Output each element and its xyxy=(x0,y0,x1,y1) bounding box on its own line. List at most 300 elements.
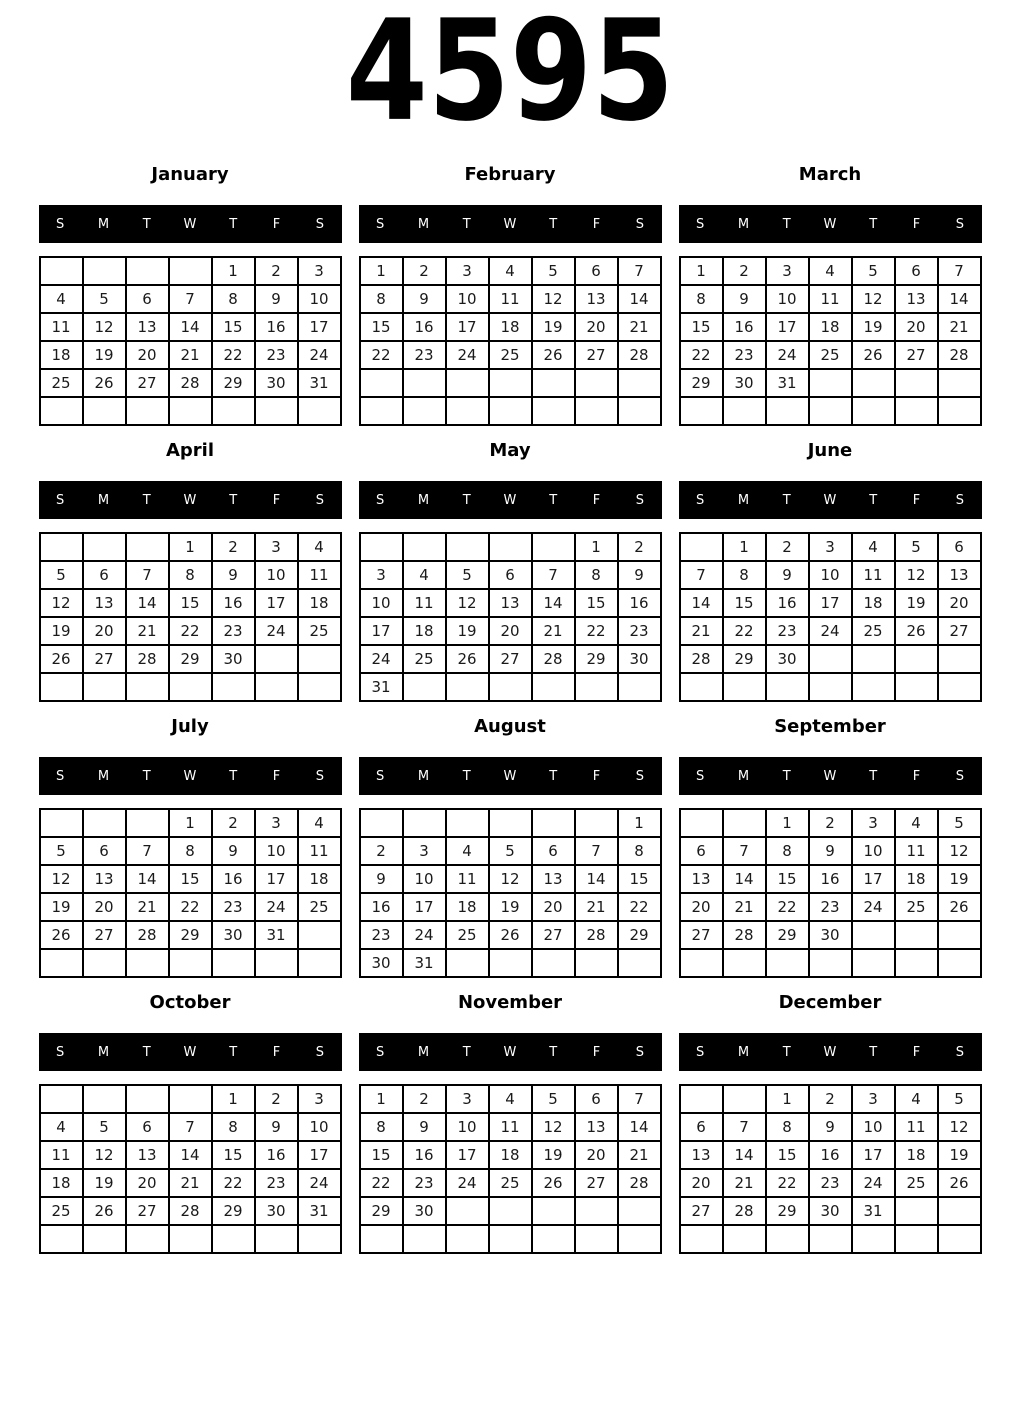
day-cell: 10 xyxy=(852,1113,895,1141)
day-cell: 17 xyxy=(255,865,298,893)
day-cell xyxy=(938,369,981,397)
day-cell: 2 xyxy=(403,257,446,285)
day-cell: 25 xyxy=(489,341,532,369)
day-cell: 13 xyxy=(680,1141,723,1169)
day-cell: 28 xyxy=(126,645,169,673)
day-cell: 17 xyxy=(446,1141,489,1169)
weekday-label: F xyxy=(272,492,281,508)
day-cell xyxy=(852,921,895,949)
month-title: January xyxy=(151,164,229,185)
day-cell: 19 xyxy=(446,617,489,645)
week-row xyxy=(40,893,341,921)
day-cell: 25 xyxy=(40,369,83,397)
day-cell xyxy=(83,1225,126,1253)
day-cell xyxy=(489,809,532,837)
week-row xyxy=(680,921,981,949)
day-cell: 13 xyxy=(83,589,126,617)
week-row xyxy=(680,369,981,397)
day-cell xyxy=(680,673,723,701)
day-cell: 1 xyxy=(618,809,661,837)
weekday-label: T xyxy=(229,768,238,784)
day-cell xyxy=(298,397,341,425)
day-cell xyxy=(809,645,852,673)
weekday-header xyxy=(679,205,982,243)
week-row xyxy=(680,673,981,701)
day-cell xyxy=(618,369,661,397)
day-cell: 13 xyxy=(575,1113,618,1141)
day-cell: 17 xyxy=(809,589,852,617)
month-day-grid xyxy=(679,1084,982,1254)
day-cell: 5 xyxy=(938,1085,981,1113)
weekday-label: S xyxy=(376,492,385,508)
day-cell: 24 xyxy=(255,893,298,921)
day-cell: 15 xyxy=(212,1141,255,1169)
day-cell: 16 xyxy=(403,1141,446,1169)
weekday-label: S xyxy=(315,216,324,232)
day-cell: 22 xyxy=(766,1169,809,1197)
day-cell xyxy=(298,949,341,977)
day-cell xyxy=(575,1197,618,1225)
day-cell xyxy=(403,673,446,701)
week-row xyxy=(680,257,981,285)
week-row xyxy=(40,1113,341,1141)
months-grid xyxy=(0,161,1020,1254)
day-cell xyxy=(446,1197,489,1225)
day-cell xyxy=(766,949,809,977)
day-cell: 22 xyxy=(680,341,723,369)
day-cell xyxy=(723,397,766,425)
day-cell: 7 xyxy=(723,837,766,865)
weekday-label: T xyxy=(549,1044,558,1060)
day-cell: 30 xyxy=(809,921,852,949)
day-cell: 26 xyxy=(938,893,981,921)
day-cell xyxy=(680,949,723,977)
weekday-label: M xyxy=(97,768,110,784)
week-row xyxy=(360,1169,661,1197)
day-cell xyxy=(403,1225,446,1253)
weekday-label: S xyxy=(696,492,705,508)
day-cell: 24 xyxy=(809,617,852,645)
day-cell xyxy=(895,1197,938,1225)
day-cell: 1 xyxy=(169,809,212,837)
day-cell: 2 xyxy=(255,1085,298,1113)
day-cell: 13 xyxy=(938,561,981,589)
day-cell: 13 xyxy=(83,865,126,893)
weekday-label: S xyxy=(376,1044,385,1060)
day-cell: 31 xyxy=(852,1197,895,1225)
week-row xyxy=(680,285,981,313)
day-cell: 27 xyxy=(83,921,126,949)
day-cell: 1 xyxy=(212,257,255,285)
day-cell: 12 xyxy=(895,561,938,589)
weekday-label: T xyxy=(549,492,558,508)
weekday-label: S xyxy=(315,492,324,508)
day-cell xyxy=(212,673,255,701)
day-cell: 6 xyxy=(126,1113,169,1141)
day-cell xyxy=(938,1197,981,1225)
day-cell: 14 xyxy=(126,589,169,617)
day-cell xyxy=(852,949,895,977)
day-cell xyxy=(83,949,126,977)
day-cell: 31 xyxy=(360,673,403,701)
day-cell: 27 xyxy=(83,645,126,673)
weekday-label: M xyxy=(737,492,750,508)
day-cell: 9 xyxy=(255,1113,298,1141)
day-cell: 21 xyxy=(126,617,169,645)
day-cell: 30 xyxy=(723,369,766,397)
week-row xyxy=(680,533,981,561)
week-row xyxy=(680,341,981,369)
day-cell: 15 xyxy=(618,865,661,893)
weekday-label: W xyxy=(823,1044,837,1060)
day-cell: 5 xyxy=(40,561,83,589)
month-title: April xyxy=(165,440,215,461)
weekday-label: T xyxy=(142,768,151,784)
day-cell: 23 xyxy=(212,893,255,921)
weekday-label: F xyxy=(912,216,921,232)
day-cell: 18 xyxy=(852,589,895,617)
week-row xyxy=(360,865,661,893)
day-cell xyxy=(852,397,895,425)
weekday-header xyxy=(39,757,342,795)
day-cell: 30 xyxy=(618,645,661,673)
day-cell: 30 xyxy=(255,1197,298,1225)
day-cell: 13 xyxy=(532,865,575,893)
day-cell xyxy=(255,645,298,673)
day-cell: 11 xyxy=(403,589,446,617)
day-cell xyxy=(532,369,575,397)
day-cell: 14 xyxy=(532,589,575,617)
day-cell xyxy=(212,1225,255,1253)
day-cell xyxy=(489,397,532,425)
day-cell: 17 xyxy=(255,589,298,617)
day-cell: 16 xyxy=(809,865,852,893)
day-cell: 13 xyxy=(489,589,532,617)
day-cell xyxy=(852,369,895,397)
weekday-label: S xyxy=(56,768,65,784)
day-cell: 29 xyxy=(212,1197,255,1225)
week-row xyxy=(40,645,341,673)
day-cell: 9 xyxy=(212,837,255,865)
day-cell: 28 xyxy=(680,645,723,673)
day-cell xyxy=(83,397,126,425)
day-cell: 11 xyxy=(40,313,83,341)
day-cell xyxy=(40,1225,83,1253)
day-cell: 31 xyxy=(298,1197,341,1225)
week-row xyxy=(40,285,341,313)
month-title: October xyxy=(149,992,231,1013)
weekday-label: S xyxy=(56,216,65,232)
day-cell xyxy=(169,397,212,425)
day-cell: 7 xyxy=(938,257,981,285)
day-cell: 22 xyxy=(360,341,403,369)
day-cell xyxy=(126,1085,169,1113)
week-row xyxy=(40,313,341,341)
day-cell: 7 xyxy=(169,1113,212,1141)
day-cell: 20 xyxy=(938,589,981,617)
day-cell xyxy=(895,949,938,977)
month-title: March xyxy=(798,164,862,185)
weekday-label: F xyxy=(592,768,601,784)
weekday-label: S xyxy=(955,768,964,784)
day-cell xyxy=(895,645,938,673)
week-row xyxy=(360,921,661,949)
weekday-label: W xyxy=(503,1044,517,1060)
weekday-label: M xyxy=(97,492,110,508)
day-cell xyxy=(532,1197,575,1225)
month-march xyxy=(679,161,982,426)
day-cell: 16 xyxy=(766,589,809,617)
day-cell xyxy=(895,369,938,397)
day-cell: 10 xyxy=(766,285,809,313)
day-cell xyxy=(360,809,403,837)
day-cell xyxy=(809,673,852,701)
day-cell xyxy=(489,369,532,397)
day-cell: 22 xyxy=(575,617,618,645)
day-cell: 5 xyxy=(532,257,575,285)
weekday-label: M xyxy=(737,768,750,784)
day-cell: 27 xyxy=(532,921,575,949)
month-title: February xyxy=(464,164,556,185)
day-cell xyxy=(255,1225,298,1253)
week-row xyxy=(680,1113,981,1141)
day-cell: 4 xyxy=(446,837,489,865)
day-cell: 28 xyxy=(618,1169,661,1197)
day-cell: 15 xyxy=(680,313,723,341)
month-september xyxy=(679,713,982,978)
day-cell xyxy=(126,673,169,701)
weekday-label: S xyxy=(955,492,964,508)
day-cell xyxy=(809,397,852,425)
weekday-label: T xyxy=(462,492,471,508)
day-cell: 30 xyxy=(809,1197,852,1225)
day-cell: 21 xyxy=(169,341,212,369)
week-row xyxy=(680,397,981,425)
day-cell: 29 xyxy=(680,369,723,397)
day-cell xyxy=(126,257,169,285)
day-cell: 18 xyxy=(809,313,852,341)
day-cell: 7 xyxy=(169,285,212,313)
day-cell: 26 xyxy=(40,645,83,673)
day-cell: 28 xyxy=(169,369,212,397)
day-cell: 14 xyxy=(169,313,212,341)
week-row xyxy=(360,1197,661,1225)
weekday-label: S xyxy=(635,492,644,508)
day-cell: 13 xyxy=(680,865,723,893)
day-cell xyxy=(618,949,661,977)
day-cell: 24 xyxy=(766,341,809,369)
weekday-label: F xyxy=(592,1044,601,1060)
week-row xyxy=(40,561,341,589)
weekday-label: T xyxy=(782,1044,791,1060)
day-cell xyxy=(938,645,981,673)
month-title: June xyxy=(807,440,853,461)
day-cell: 3 xyxy=(298,1085,341,1113)
weekday-header xyxy=(359,757,662,795)
day-cell: 26 xyxy=(446,645,489,673)
day-cell: 25 xyxy=(852,617,895,645)
weekday-label: T xyxy=(462,768,471,784)
day-cell: 26 xyxy=(852,341,895,369)
weekday-label: F xyxy=(592,492,601,508)
month-october xyxy=(39,989,342,1254)
day-cell: 29 xyxy=(766,1197,809,1225)
week-row xyxy=(680,561,981,589)
weekday-header xyxy=(679,1033,982,1071)
day-cell: 16 xyxy=(403,313,446,341)
month-day-grid xyxy=(679,256,982,426)
day-cell: 3 xyxy=(446,257,489,285)
day-cell: 17 xyxy=(446,313,489,341)
month-day-grid xyxy=(39,532,342,702)
day-cell: 4 xyxy=(809,257,852,285)
day-cell: 2 xyxy=(809,809,852,837)
day-cell: 16 xyxy=(360,893,403,921)
day-cell: 19 xyxy=(852,313,895,341)
day-cell: 24 xyxy=(446,341,489,369)
day-cell: 9 xyxy=(360,865,403,893)
day-cell: 26 xyxy=(532,1169,575,1197)
weekday-label: F xyxy=(912,768,921,784)
day-cell xyxy=(895,1225,938,1253)
day-cell: 19 xyxy=(40,893,83,921)
day-cell xyxy=(83,809,126,837)
week-row xyxy=(360,369,661,397)
day-cell: 19 xyxy=(40,617,83,645)
day-cell xyxy=(169,1085,212,1113)
day-cell: 3 xyxy=(255,533,298,561)
weekday-label: T xyxy=(869,492,878,508)
day-cell: 11 xyxy=(852,561,895,589)
day-cell: 25 xyxy=(298,617,341,645)
month-january xyxy=(39,161,342,426)
weekday-label: S xyxy=(56,1044,65,1060)
day-cell xyxy=(360,533,403,561)
day-cell: 18 xyxy=(895,865,938,893)
day-cell: 23 xyxy=(403,341,446,369)
month-day-grid xyxy=(39,256,342,426)
week-row xyxy=(360,533,661,561)
day-cell: 2 xyxy=(723,257,766,285)
weekday-label: S xyxy=(955,1044,964,1060)
day-cell: 20 xyxy=(83,893,126,921)
day-cell: 22 xyxy=(212,1169,255,1197)
weekday-label: T xyxy=(549,768,558,784)
day-cell: 6 xyxy=(126,285,169,313)
day-cell: 21 xyxy=(723,1169,766,1197)
day-cell: 23 xyxy=(255,341,298,369)
weekday-label: S xyxy=(696,216,705,232)
day-cell: 1 xyxy=(723,533,766,561)
week-row xyxy=(40,837,341,865)
day-cell: 3 xyxy=(360,561,403,589)
weekday-label: F xyxy=(272,216,281,232)
day-cell: 14 xyxy=(938,285,981,313)
day-cell: 5 xyxy=(938,809,981,837)
month-december xyxy=(679,989,982,1254)
day-cell: 21 xyxy=(938,313,981,341)
day-cell: 6 xyxy=(895,257,938,285)
day-cell xyxy=(938,949,981,977)
day-cell: 9 xyxy=(255,285,298,313)
day-cell xyxy=(723,1225,766,1253)
day-cell: 24 xyxy=(403,921,446,949)
day-cell: 27 xyxy=(938,617,981,645)
day-cell: 28 xyxy=(169,1197,212,1225)
day-cell: 1 xyxy=(680,257,723,285)
day-cell: 29 xyxy=(766,921,809,949)
day-cell xyxy=(40,1085,83,1113)
day-cell: 10 xyxy=(255,837,298,865)
day-cell: 26 xyxy=(83,1197,126,1225)
day-cell: 16 xyxy=(212,865,255,893)
day-cell: 8 xyxy=(169,837,212,865)
day-cell: 20 xyxy=(680,1169,723,1197)
weekday-label: M xyxy=(417,216,430,232)
day-cell: 1 xyxy=(169,533,212,561)
day-cell: 28 xyxy=(723,921,766,949)
day-cell: 5 xyxy=(852,257,895,285)
weekday-label: T xyxy=(462,1044,471,1060)
day-cell: 2 xyxy=(212,533,255,561)
day-cell xyxy=(446,949,489,977)
day-cell: 9 xyxy=(403,1113,446,1141)
day-cell: 23 xyxy=(255,1169,298,1197)
day-cell xyxy=(680,397,723,425)
day-cell: 10 xyxy=(809,561,852,589)
day-cell xyxy=(446,397,489,425)
day-cell: 1 xyxy=(766,809,809,837)
day-cell: 21 xyxy=(618,313,661,341)
day-cell: 10 xyxy=(852,837,895,865)
day-cell: 17 xyxy=(852,865,895,893)
day-cell xyxy=(126,397,169,425)
weekday-label: T xyxy=(142,216,151,232)
weekday-label: S xyxy=(376,216,385,232)
weekday-label: M xyxy=(417,492,430,508)
day-cell: 17 xyxy=(360,617,403,645)
month-title: November xyxy=(457,992,563,1013)
day-cell: 22 xyxy=(169,617,212,645)
day-cell: 10 xyxy=(298,285,341,313)
day-cell: 27 xyxy=(489,645,532,673)
weekday-label: M xyxy=(97,216,110,232)
day-cell xyxy=(83,533,126,561)
month-november xyxy=(359,989,662,1254)
day-cell: 27 xyxy=(126,1197,169,1225)
weekday-label: W xyxy=(503,216,517,232)
day-cell: 18 xyxy=(895,1141,938,1169)
day-cell: 2 xyxy=(212,809,255,837)
day-cell: 25 xyxy=(895,1169,938,1197)
day-cell: 29 xyxy=(169,645,212,673)
day-cell: 20 xyxy=(126,1169,169,1197)
day-cell xyxy=(169,949,212,977)
day-cell: 5 xyxy=(895,533,938,561)
day-cell: 1 xyxy=(212,1085,255,1113)
day-cell: 11 xyxy=(298,561,341,589)
day-cell: 8 xyxy=(680,285,723,313)
week-row xyxy=(360,1085,661,1113)
weekday-label: F xyxy=(272,768,281,784)
day-cell xyxy=(212,949,255,977)
day-cell: 7 xyxy=(126,561,169,589)
day-cell: 7 xyxy=(618,1085,661,1113)
day-cell: 20 xyxy=(489,617,532,645)
day-cell: 19 xyxy=(532,313,575,341)
day-cell xyxy=(489,949,532,977)
day-cell xyxy=(40,673,83,701)
